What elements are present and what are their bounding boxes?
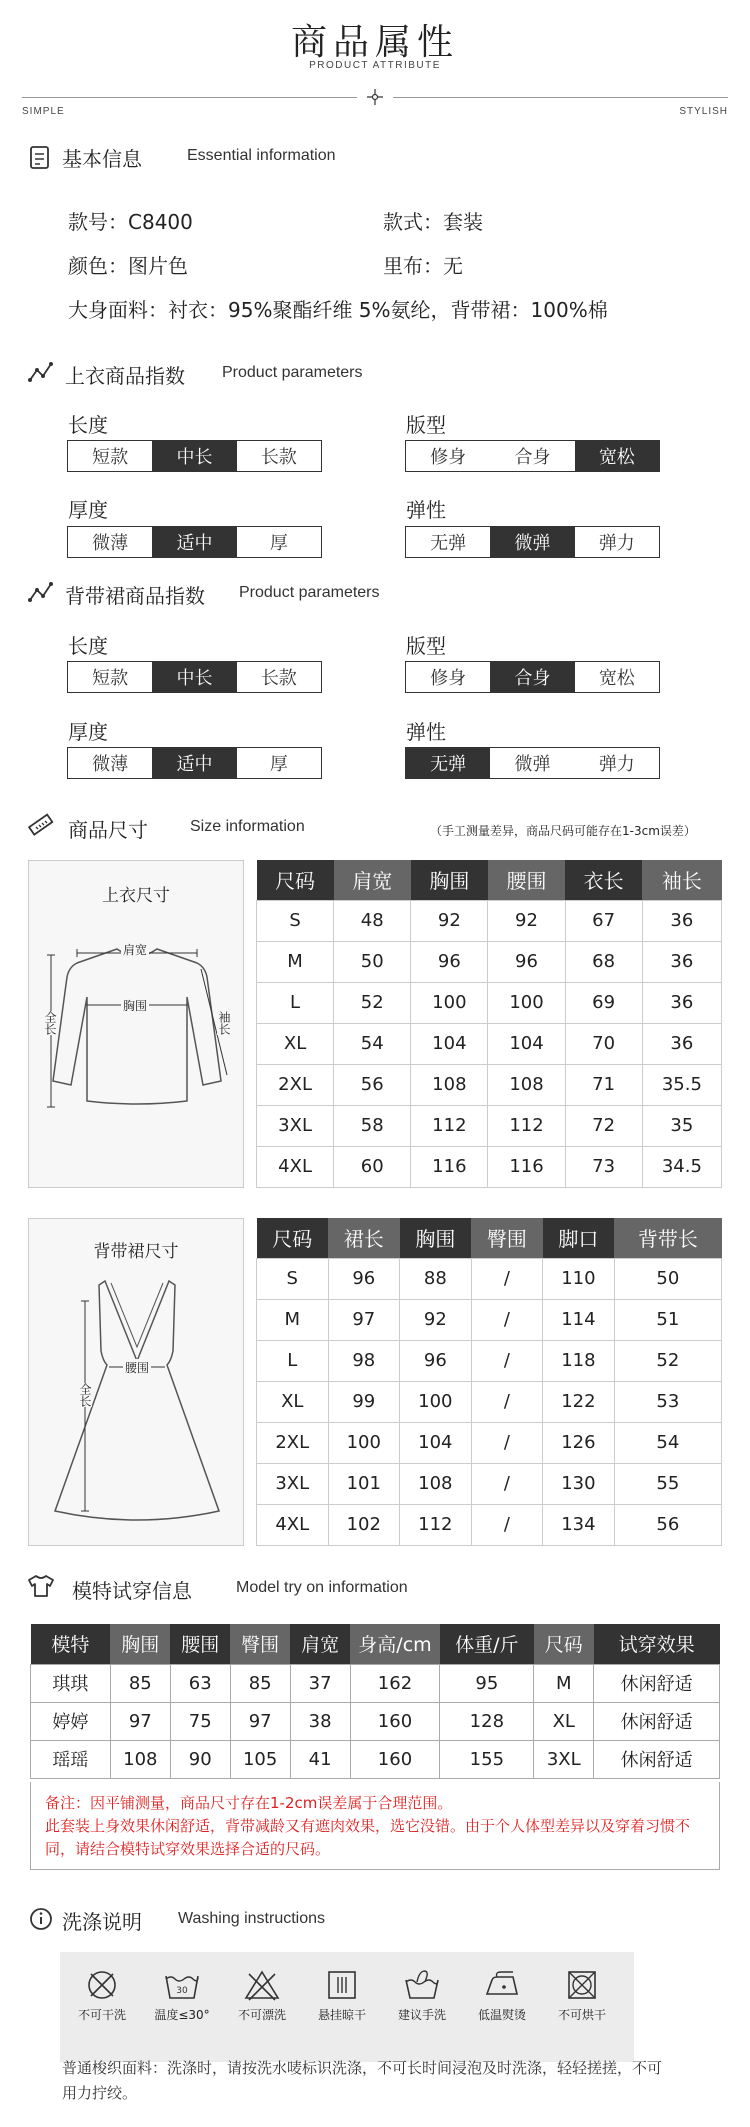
section-title-size: 商品尺寸: [68, 818, 148, 842]
table-cell: 50: [614, 1258, 721, 1299]
section-subtitle-top-params: Product parameters: [222, 364, 363, 381]
top-size-table: [256, 860, 722, 1188]
table-cell: 108: [110, 1740, 170, 1778]
table-cell: 92: [411, 900, 488, 941]
wash-temp-number: 30: [176, 1986, 188, 1996]
table-header-cell: 肩宽: [290, 1624, 350, 1664]
skirt-fit-label: 版型: [406, 634, 446, 658]
table-cell: 38: [290, 1702, 350, 1740]
table-row: [257, 1023, 722, 1064]
table-cell: /: [471, 1299, 543, 1340]
table-row: [257, 982, 722, 1023]
table-cell: 160: [350, 1740, 440, 1778]
table-cell: 3XL: [257, 1463, 329, 1504]
section-subtitle-basic: Essential information: [187, 147, 336, 164]
table-header-cell: 身高/cm: [350, 1624, 440, 1664]
table-cell: 112: [400, 1504, 472, 1545]
table-cell: /: [471, 1340, 543, 1381]
table-cell: /: [471, 1422, 543, 1463]
table-cell: 92: [400, 1299, 472, 1340]
skirt-length-diagram-label: 全长: [78, 1383, 92, 1407]
table-cell: 58: [334, 1105, 411, 1146]
top-thickness-option: 适中: [152, 527, 236, 557]
table-cell: 105: [230, 1740, 290, 1778]
table-cell: S: [257, 900, 334, 941]
table-cell: 155: [440, 1740, 534, 1778]
top-fit-option: 宽松: [575, 441, 659, 471]
table-header-cell: 肩宽: [334, 860, 411, 900]
table-header-cell: 尺码: [257, 1218, 329, 1258]
table-cell: /: [471, 1504, 543, 1545]
table-cell: 56: [614, 1504, 721, 1545]
table-cell: 95: [440, 1664, 534, 1702]
model-note: [30, 1782, 720, 1870]
top-fit-option: 合身: [514, 447, 551, 468]
table-header-cell: 尺码: [534, 1624, 594, 1664]
top-length-option: 短款: [92, 447, 129, 468]
top-length-option: 中长: [152, 441, 236, 471]
header-right-text: STYLISH: [679, 106, 728, 117]
skirt-elasticity-option: 弹力: [598, 754, 635, 775]
top-elasticity-label: 弹性: [406, 498, 446, 522]
table-cell: 112: [488, 1105, 565, 1146]
table-cell: 104: [488, 1023, 565, 1064]
table-header-cell: 胸围: [110, 1624, 170, 1664]
no-tumble-dry-icon: [565, 1968, 599, 2002]
skirt-elasticity-bar: [405, 747, 660, 779]
tshirt-icon: [27, 1574, 53, 1600]
sleeve-label: 袖长: [217, 1011, 231, 1035]
section-title-top-params: 上衣商品指数: [65, 364, 185, 388]
table-cell: 48: [334, 900, 411, 941]
top-elasticity-bar: [405, 526, 660, 558]
top-elasticity-option: 无弹: [430, 533, 467, 554]
skirt-elasticity-option: 微弹: [514, 754, 551, 775]
table-cell: 101: [328, 1463, 400, 1504]
table-cell: 160: [350, 1702, 440, 1740]
section-subtitle-wash: Washing instructions: [178, 1910, 326, 1927]
table-cell: 63: [170, 1664, 230, 1702]
table-cell: M: [257, 1299, 329, 1340]
table-cell: S: [257, 1258, 329, 1299]
table-header-cell: 胸围: [411, 860, 488, 900]
table-cell: 54: [614, 1422, 721, 1463]
style-number: 款号：C8400: [68, 210, 193, 234]
table-cell: XL: [257, 1023, 334, 1064]
table-cell: 90: [170, 1740, 230, 1778]
table-cell: 130: [543, 1463, 615, 1504]
info-icon: [29, 1907, 55, 1933]
top-thickness-option: 微薄: [92, 533, 129, 554]
table-cell: 162: [350, 1664, 440, 1702]
waist-label: 腰围: [125, 1361, 150, 1375]
table-cell: 3XL: [534, 1740, 594, 1778]
table-row: [257, 1146, 722, 1187]
table-row: [31, 1740, 720, 1778]
table-cell: 52: [334, 982, 411, 1023]
table-cell: 72: [565, 1105, 642, 1146]
top-fit-option: 修身: [430, 447, 467, 468]
fabric-info: 大身面料：衬衣：95%聚酯纤维 5%氨纶，背带裙：100%棉: [68, 298, 608, 322]
document-icon: [28, 145, 54, 171]
table-cell: 112: [411, 1105, 488, 1146]
table-cell: 2XL: [257, 1064, 334, 1105]
table-cell: 2XL: [257, 1422, 329, 1463]
section-subtitle-model: Model try on information: [236, 1579, 408, 1596]
section-title-model: 模特试穿信息: [72, 1579, 192, 1603]
table-cell: 69: [565, 982, 642, 1023]
table-cell: 50: [334, 941, 411, 982]
skirt-diagram-title: 背带裙尺寸: [93, 1242, 179, 1262]
table-cell: 99: [328, 1381, 400, 1422]
table-cell: 108: [400, 1463, 472, 1504]
table-header-cell: 衣长: [565, 860, 642, 900]
chest-label: 胸围: [123, 999, 148, 1013]
table-header-cell: 腰围: [170, 1624, 230, 1664]
color-info: 颜色：图片色: [68, 254, 188, 278]
table-cell: 休闲舒适: [594, 1702, 720, 1740]
table-cell: 114: [543, 1299, 615, 1340]
table-cell: 100: [488, 982, 565, 1023]
section-title-skirt-params: 背带裙商品指数: [65, 584, 205, 608]
wash-item: [304, 1952, 380, 2023]
skirt-length-label: 长度: [68, 634, 108, 658]
table-header-cell: 模特: [31, 1624, 111, 1664]
table-cell: 休闲舒适: [594, 1740, 720, 1778]
top-length-bar: [67, 440, 322, 472]
table-cell: 116: [411, 1146, 488, 1187]
table-cell: L: [257, 1340, 329, 1381]
top-thickness-label: 厚度: [68, 498, 108, 522]
table-row: [257, 900, 722, 941]
top-elasticity-option: 微弹: [490, 527, 574, 557]
table-cell: 122: [543, 1381, 615, 1422]
table-row: [257, 1463, 722, 1504]
dress-diagram-icon: [29, 1271, 245, 1541]
table-cell: 134: [543, 1504, 615, 1545]
table-cell: 116: [488, 1146, 565, 1187]
wash-label: 悬挂晾干: [317, 2008, 366, 2022]
table-cell: 96: [328, 1258, 400, 1299]
table-cell: 126: [543, 1422, 615, 1463]
trend-icon: [28, 580, 54, 606]
table-cell: 108: [411, 1064, 488, 1105]
wash-label: 不可烘干: [557, 2008, 606, 2022]
top-fit-label: 版型: [406, 413, 446, 437]
table-cell: 34.5: [642, 1146, 721, 1187]
table-cell: 3XL: [257, 1105, 334, 1146]
table-header-cell: 背带长: [614, 1218, 721, 1258]
table-cell: L: [257, 982, 334, 1023]
table-header-row: [31, 1624, 720, 1664]
table-cell: 瑶瑶: [31, 1740, 111, 1778]
table-cell: 41: [290, 1740, 350, 1778]
table-cell: 85: [110, 1664, 170, 1702]
table-cell: 110: [543, 1258, 615, 1299]
hang-dry-icon: [325, 1968, 359, 2002]
table-cell: /: [471, 1381, 543, 1422]
wash-label: 低温熨烫: [477, 2008, 526, 2022]
table-header-cell: 尺码: [257, 860, 334, 900]
wash-label: 温度≤30°: [154, 2008, 210, 2022]
table-row: [257, 1105, 722, 1146]
top-fit-bar: [405, 440, 660, 472]
table-header-row: [257, 860, 722, 900]
skirt-length-bar: [67, 661, 322, 693]
skirt-length-option: 中长: [152, 662, 236, 692]
section-title-basic: 基本信息: [62, 147, 142, 171]
table-cell: XL: [534, 1702, 594, 1740]
table-row: [257, 1299, 722, 1340]
section-subtitle-size: Size information: [190, 818, 305, 835]
wash-label: 不可漂洗: [237, 2008, 286, 2022]
wash-label: 不可干洗: [77, 2008, 126, 2022]
table-row: [257, 1340, 722, 1381]
wash-label: 建议手洗: [397, 2008, 446, 2022]
table-cell: 68: [565, 941, 642, 982]
table-cell: 36: [642, 982, 721, 1023]
table-header-cell: 试穿效果: [594, 1624, 720, 1664]
header-divider-right: [393, 97, 728, 98]
wash-item: [464, 1952, 540, 2023]
note-line-2: 此套装上身效果休闲舒适，背带减龄又有遮肉效果，选它没错。由于个人体型差异以及穿着习惯不同，请结合模特试穿效果选择合适的尺码。: [45, 1817, 691, 1858]
skirt-length-option: 长款: [260, 668, 297, 689]
section-subtitle-skirt-params: Product parameters: [239, 584, 380, 601]
table-header-cell: 裙长: [328, 1218, 400, 1258]
table-cell: 100: [411, 982, 488, 1023]
table-cell: 92: [488, 900, 565, 941]
table-row: [31, 1664, 720, 1702]
skirt-fit-option: 宽松: [598, 668, 635, 689]
length-label: 全长: [43, 1011, 57, 1035]
size-measure-note: （手工测量差异，商品尺码可能存在1-3cm误差）: [430, 824, 696, 838]
table-cell: /: [471, 1258, 543, 1299]
wash-footer-text: 普通梭织面料：洗涤时，请按洗水唛标识洗涤，不可长时间浸泡及时洗涤，轻轻搓搓，不可用力拧绞。: [62, 2059, 663, 2102]
table-row: [257, 1504, 722, 1545]
table-header-cell: 腰围: [488, 860, 565, 900]
table-cell: 96: [400, 1340, 472, 1381]
trend-icon: [28, 360, 54, 386]
skirt-elasticity-label: 弹性: [406, 720, 446, 744]
skirt-fit-bar: [405, 661, 660, 693]
table-cell: 88: [400, 1258, 472, 1299]
table-cell: 85: [230, 1664, 290, 1702]
table-cell: XL: [257, 1381, 329, 1422]
skirt-diagram: [28, 1218, 244, 1546]
skirt-fit-option: 修身: [430, 668, 467, 689]
table-cell: 55: [614, 1463, 721, 1504]
table-cell: 休闲舒适: [594, 1664, 720, 1702]
skirt-thickness-label: 厚度: [68, 720, 108, 744]
table-cell: 70: [565, 1023, 642, 1064]
skirt-length-option: 短款: [92, 668, 129, 689]
no-bleach-icon: [243, 1968, 281, 2002]
top-length-label: 长度: [68, 413, 108, 437]
table-cell: /: [471, 1463, 543, 1504]
table-cell: 36: [642, 900, 721, 941]
table-cell: M: [257, 941, 334, 982]
table-cell: 128: [440, 1702, 534, 1740]
table-cell: 35.5: [642, 1064, 721, 1105]
style-type: 款式：套装: [383, 210, 483, 234]
skirt-elasticity-option: 无弹: [406, 748, 490, 778]
wash-item: [144, 1952, 220, 2023]
header-left-text: SIMPLE: [22, 106, 65, 117]
header-divider-left: [22, 97, 357, 98]
table-cell: 36: [642, 941, 721, 982]
table-cell: 97: [230, 1702, 290, 1740]
wash-item: [544, 1952, 620, 2023]
table-header-cell: 臀围: [230, 1624, 290, 1664]
table-header-row: [257, 1218, 722, 1258]
table-cell: 54: [334, 1023, 411, 1064]
table-cell: 婷婷: [31, 1702, 111, 1740]
skirt-thickness-bar: [67, 747, 322, 779]
no-dry-clean-icon: [85, 1968, 119, 2002]
table-cell: 104: [411, 1023, 488, 1064]
table-row: [257, 1258, 722, 1299]
table-cell: 4XL: [257, 1146, 334, 1187]
table-cell: 100: [400, 1381, 472, 1422]
table-header-cell: 臀围: [471, 1218, 543, 1258]
table-cell: 67: [565, 900, 642, 941]
top-thickness-bar: [67, 526, 322, 558]
table-row: [257, 941, 722, 982]
table-cell: 71: [565, 1064, 642, 1105]
table-cell: 97: [110, 1702, 170, 1740]
hand-wash-icon: [403, 1968, 441, 2002]
section-title-wash: 洗涤说明: [62, 1910, 142, 1934]
top-diagram-title: 上衣尺寸: [102, 886, 170, 906]
page-subtitle: PRODUCT ATTRIBUTE: [309, 60, 441, 71]
table-header-cell: 脚口: [543, 1218, 615, 1258]
skirt-size-table: [256, 1218, 722, 1546]
table-header-cell: 体重/斤: [440, 1624, 534, 1664]
top-elasticity-option: 弹力: [598, 533, 635, 554]
table-cell: 102: [328, 1504, 400, 1545]
skirt-thickness-option: 适中: [152, 748, 236, 778]
table-cell: 4XL: [257, 1504, 329, 1545]
page-title: 商品属性: [290, 22, 459, 63]
table-cell: M: [534, 1664, 594, 1702]
table-cell: 104: [400, 1422, 472, 1463]
skirt-fit-option: 合身: [490, 662, 574, 692]
ruler-icon: [27, 812, 53, 838]
low-iron-icon: [483, 1968, 521, 2002]
wash-item: [384, 1952, 460, 2023]
table-cell: 98: [328, 1340, 400, 1381]
table-cell: 73: [565, 1146, 642, 1187]
table-row: [257, 1381, 722, 1422]
lining-info: 里布：无: [383, 254, 463, 278]
table-cell: 108: [488, 1064, 565, 1105]
shoulder-label: 肩宽: [123, 943, 148, 957]
table-cell: 36: [642, 1023, 721, 1064]
model-table: [30, 1624, 720, 1779]
wash-item: [224, 1952, 300, 2023]
cross-icon: [367, 89, 383, 105]
skirt-thickness-option: 厚: [269, 754, 288, 775]
table-cell: 97: [328, 1299, 400, 1340]
table-cell: 75: [170, 1702, 230, 1740]
top-length-option: 长款: [260, 447, 297, 468]
table-row: [257, 1422, 722, 1463]
table-cell: 118: [543, 1340, 615, 1381]
table-cell: 53: [614, 1381, 721, 1422]
table-header-cell: 袖长: [642, 860, 721, 900]
table-cell: 35: [642, 1105, 721, 1146]
table-cell: 37: [290, 1664, 350, 1702]
note-line-1: 备注：因平铺测量，商品尺寸存在1-2cm误差属于合理范围。: [45, 1794, 453, 1812]
top-thickness-option: 厚: [269, 533, 288, 554]
table-cell: 51: [614, 1299, 721, 1340]
table-cell: 60: [334, 1146, 411, 1187]
wash-temp-icon: [163, 1968, 201, 2002]
table-header-cell: 胸围: [400, 1218, 472, 1258]
table-cell: 100: [328, 1422, 400, 1463]
wash-icons-panel: [60, 1952, 634, 2062]
table-cell: 96: [411, 941, 488, 982]
table-cell: 56: [334, 1064, 411, 1105]
table-cell: 琪琪: [31, 1664, 111, 1702]
wash-item: [64, 1952, 140, 2023]
table-cell: 52: [614, 1340, 721, 1381]
table-cell: 96: [488, 941, 565, 982]
table-row: [257, 1064, 722, 1105]
table-row: [31, 1702, 720, 1740]
top-diagram: [28, 860, 244, 1188]
skirt-thickness-option: 微薄: [92, 754, 129, 775]
